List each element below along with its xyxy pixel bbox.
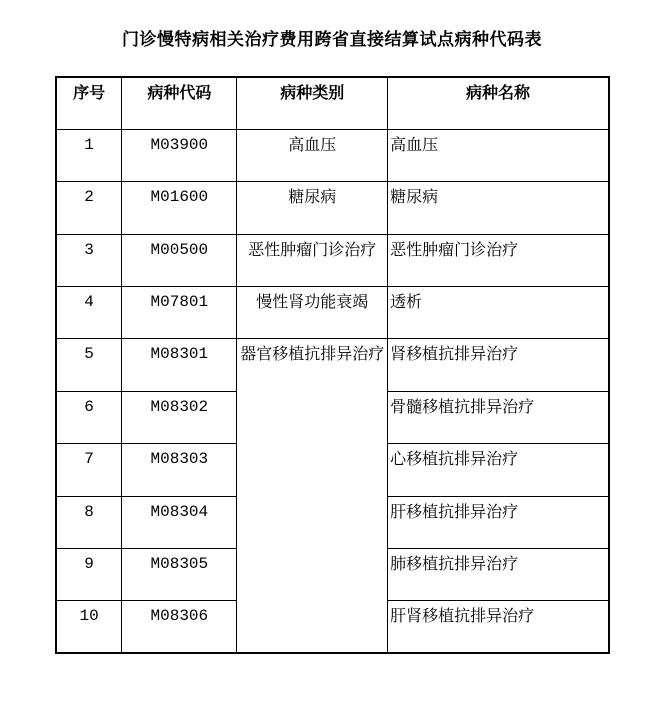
cell-name: 肝肾移植抗排异治疗 <box>388 601 609 653</box>
cell-name: 肾移植抗排异治疗 <box>388 339 609 391</box>
cell-code: M08306 <box>122 601 237 653</box>
cell-index: 6 <box>56 391 122 443</box>
cell-code: M08302 <box>122 391 237 443</box>
cell-code: M08305 <box>122 549 237 601</box>
cell-index: 1 <box>56 129 122 181</box>
cell-category-merged: 器官移植抗排异治疗 <box>237 339 388 653</box>
cell-name: 透析 <box>388 287 609 339</box>
cell-name: 肺移植抗排异治疗 <box>388 549 609 601</box>
disease-code-table <box>55 76 610 654</box>
cell-index: 5 <box>56 339 122 391</box>
cell-code: M08303 <box>122 444 237 496</box>
cell-category: 慢性肾功能衰竭 <box>237 287 388 339</box>
column-header-code: 病种代码 <box>122 77 237 129</box>
cell-category: 高血压 <box>237 129 388 181</box>
cell-code: M08304 <box>122 496 237 548</box>
cell-index: 2 <box>56 182 122 234</box>
cell-code: M01600 <box>122 182 237 234</box>
table-row <box>56 129 609 181</box>
page-title: 门诊慢特病相关治疗费用跨省直接结算试点病种代码表 <box>122 30 542 49</box>
cell-index: 7 <box>56 444 122 496</box>
cell-category: 糖尿病 <box>237 182 388 234</box>
cell-code: M03900 <box>122 129 237 181</box>
table-header-row <box>56 77 609 129</box>
cell-name: 恶性肿瘤门诊治疗 <box>388 234 609 286</box>
cell-index: 9 <box>56 549 122 601</box>
cell-index: 3 <box>56 234 122 286</box>
cell-code: M00500 <box>122 234 237 286</box>
table-row <box>56 182 609 234</box>
cell-code: M07801 <box>122 287 237 339</box>
table-row <box>56 339 609 391</box>
cell-category: 恶性肿瘤门诊治疗 <box>237 234 388 286</box>
cell-name: 糖尿病 <box>388 182 609 234</box>
cell-index: 10 <box>56 601 122 653</box>
cell-name: 心移植抗排异治疗 <box>388 444 609 496</box>
column-header-name: 病种名称 <box>388 77 609 129</box>
cell-index: 8 <box>56 496 122 548</box>
table-row <box>56 234 609 286</box>
table-row <box>56 287 609 339</box>
cell-name: 高血压 <box>388 129 609 181</box>
cell-name: 骨髓移植抗排异治疗 <box>388 391 609 443</box>
cell-index: 4 <box>56 287 122 339</box>
column-header-category: 病种类别 <box>237 77 388 129</box>
column-header-index: 序号 <box>56 77 122 129</box>
cell-code: M08301 <box>122 339 237 391</box>
cell-name: 肝移植抗排异治疗 <box>388 496 609 548</box>
